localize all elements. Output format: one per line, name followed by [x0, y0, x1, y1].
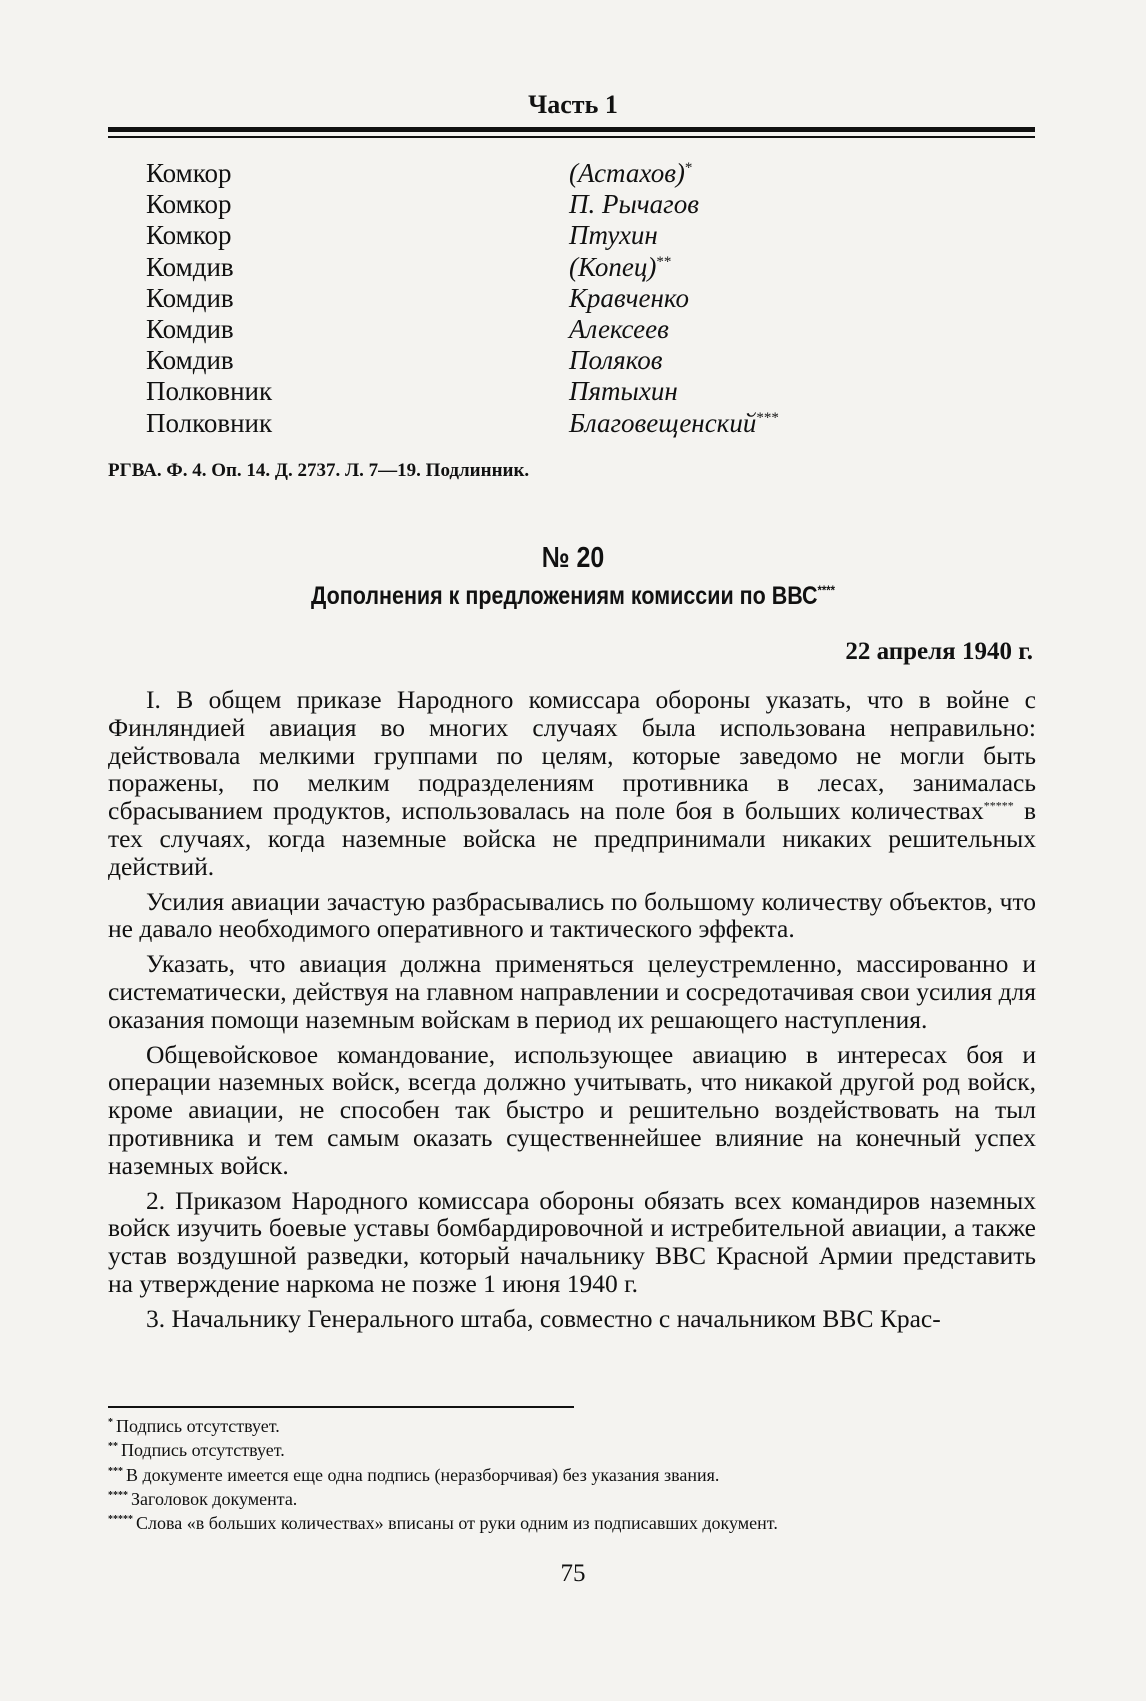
signature-row — [146, 252, 1026, 283]
footnote-mark: **** — [817, 582, 835, 598]
signature-list — [146, 158, 1026, 439]
signature-row — [146, 376, 1026, 407]
body-paragraph: 3. Начальнику Генерального штаба, совместно с начальником ВВС Крас- — [146, 1303, 941, 1333]
body-paragraph: Указать, что авиация должна применяться целеустремленно, массированно и систематически, действуя на главном направлении и сосредотачивая свои усилия для оказания помощи наземным войскам в период их решающего наступления. — [108, 949, 1036, 1034]
footnotes — [108, 1414, 1036, 1535]
signature-rank: Полковник — [146, 376, 273, 407]
signature-name: Кравченко — [569, 282, 690, 313]
signature-name: (Астахов)* — [569, 158, 693, 188]
footnote: **** Заголовок документа. — [108, 1488, 298, 1509]
footnote-mark: ** — [656, 253, 672, 270]
signature-rank: Комкор — [146, 189, 232, 220]
document-title: Дополнения к предложениям комиссии по ВВС**** — [311, 582, 835, 610]
signature-name: Поляков — [569, 345, 663, 376]
signature-row — [146, 220, 1026, 251]
signature-rank: Комдив — [146, 282, 234, 313]
signature-row — [146, 158, 1026, 189]
footnote: ***** Слова «в больших количествах» вписаны от руки одним из подписавших документ. — [108, 1513, 778, 1534]
page-number: 75 — [560, 1560, 586, 1587]
footnote-rule — [108, 1406, 574, 1408]
header-rule-thin — [108, 136, 1035, 138]
signature-rank: Комдив — [146, 251, 234, 282]
footnote: *** В документе имеется еще одна подпись (неразборчивая) без указания звания. — [108, 1464, 720, 1485]
footnote-mark: * — [684, 160, 693, 176]
signature-row — [146, 283, 1026, 314]
signature-row — [146, 189, 1026, 220]
signature-rank: Комкор — [146, 158, 232, 188]
signature-rank: Комдив — [146, 313, 234, 344]
document-number: № 20 — [541, 542, 605, 574]
signature-row — [146, 314, 1026, 345]
signature-name: Птухин — [569, 220, 658, 251]
body-paragraph: Усилия авиации зачастую разбрасывались по большому количеству объектов, что не давало необходимого оперативного и тактического эффекта. — [108, 886, 1036, 944]
signature-name: Алексеев — [569, 313, 669, 344]
signature-row — [146, 345, 1026, 376]
footnote-mark: *** — [756, 409, 779, 426]
signature-rank: Полковник — [146, 407, 273, 438]
archive-reference: РГВА. Ф. 4. Оп. 14. Д. 2737. Л. 7—19. Подлинник. — [108, 460, 530, 481]
footnote: * Подпись отсутствует. — [108, 1416, 280, 1436]
document-date: 22 апреля 1940 г. — [845, 638, 1033, 665]
header-rule-thick — [108, 127, 1035, 132]
running-head: Часть 1 — [528, 90, 618, 119]
body-paragraph: Общевойсковое командование, использующее авиацию в интересах боя и операции наземных войск, всегда должно учитывать, что никакой другой род войск, кроме авиации, не способен так быстро и решительно воздействовать на тыл противника и тем самым оказать существеннейшее влияние на конечный успех наземных войск. — [108, 1039, 1036, 1180]
document-body — [108, 686, 1036, 1340]
signature-row — [146, 408, 1026, 439]
signature-name: П. Рычагов — [569, 189, 699, 220]
signature-name: Пятыхин — [569, 376, 678, 407]
footnote-mark: ***** — [983, 798, 1014, 813]
signature-rank: Комдив — [146, 345, 234, 376]
signature-name: (Копец)** — [569, 251, 672, 282]
body-paragraph: I. В общем приказе Народного комиссара обороны указать, что в войне с Финляндией авиация во многих случаях была использована неправильно: действовала мелкими группами по целям, которые заведомо не могли быть поражены, по мелким подразделениям противника в лесах, занималась сбрасыванием продуктов, использовалась на поле боя в больших количествах***** в тех случаях, когда наземные войска не предпринимали никаких решительных действий. — [108, 685, 1036, 881]
footnote: ** Подпись отсутствует. — [108, 1440, 285, 1461]
signature-rank: Комкор — [146, 220, 232, 251]
body-paragraph: 2. Приказом Народного комиссара обороны обязать всех командиров наземных войск изучить боевые уставы бомбардировочной и истребительной авиации, а также устав воздушной разведки, который начальнику ВВС Красной Армии представить на утверждение наркома не позже 1 июня 1940 г. — [108, 1185, 1036, 1298]
signature-name: Благовещенский*** — [569, 407, 779, 438]
